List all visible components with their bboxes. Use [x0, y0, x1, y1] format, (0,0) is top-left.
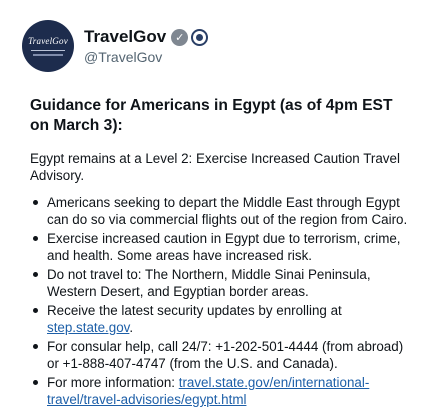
account-names — [84, 26, 208, 65]
avatar-logo-text: TravelGov — [28, 35, 68, 46]
list-item-text: For more information: — [47, 375, 179, 390]
display-name[interactable]: TravelGov — [84, 27, 167, 46]
list-item — [47, 338, 414, 372]
post-paragraph: Egypt remains at a Level 2: Exercise Increased Caution Travel Advisory. — [30, 151, 400, 183]
travel-advisory-link[interactable]: travel.state.gov/en/international-travel/travel-advisories/egypt.html — [47, 375, 370, 407]
display-name-row — [84, 26, 208, 48]
avatar-subtitle-mark — [33, 54, 63, 56]
account-handle[interactable]: @TravelGov — [84, 49, 163, 65]
list-item — [47, 230, 414, 264]
list-item-text: Do not travel to: The Northern, Middle Sinai Peninsula, Western Desert, and Egyptian border areas. — [47, 267, 371, 299]
list-item — [47, 266, 414, 300]
list-item-text: Receive the latest security updates by enrolling at — [47, 303, 342, 318]
list-item-text: Exercise increased caution in Egypt due to terrorism, crime, and health. Some areas have increased risk. — [47, 231, 401, 263]
list-item — [47, 374, 414, 408]
avatar-divider — [31, 50, 65, 51]
list-item-suffix: . — [129, 320, 134, 335]
verified-check-icon[interactable]: ✓ — [171, 29, 188, 46]
government-seal-icon[interactable] — [191, 29, 208, 46]
seal-emblem — [196, 34, 203, 41]
list-item-text: For consular help, call 24/7: +1-202-501-4444 (from abroad) or +1-888-407-4747 (from the U.S. and Canada). — [47, 339, 404, 371]
post-headline: Guidance for Americans in Egypt (as of 4pm EST on March 3): — [30, 97, 393, 134]
step-enrollment-link[interactable]: step.state.gov — [47, 320, 130, 335]
list-item-text: Americans seeking to depart the Middle East through Egypt can do so via commercial flights out of the region from Cairo. — [47, 195, 408, 227]
guidance-list — [30, 194, 414, 408]
list-item — [47, 194, 414, 228]
post-body — [30, 96, 414, 410]
avatar[interactable] — [22, 20, 74, 72]
list-item — [47, 302, 414, 336]
